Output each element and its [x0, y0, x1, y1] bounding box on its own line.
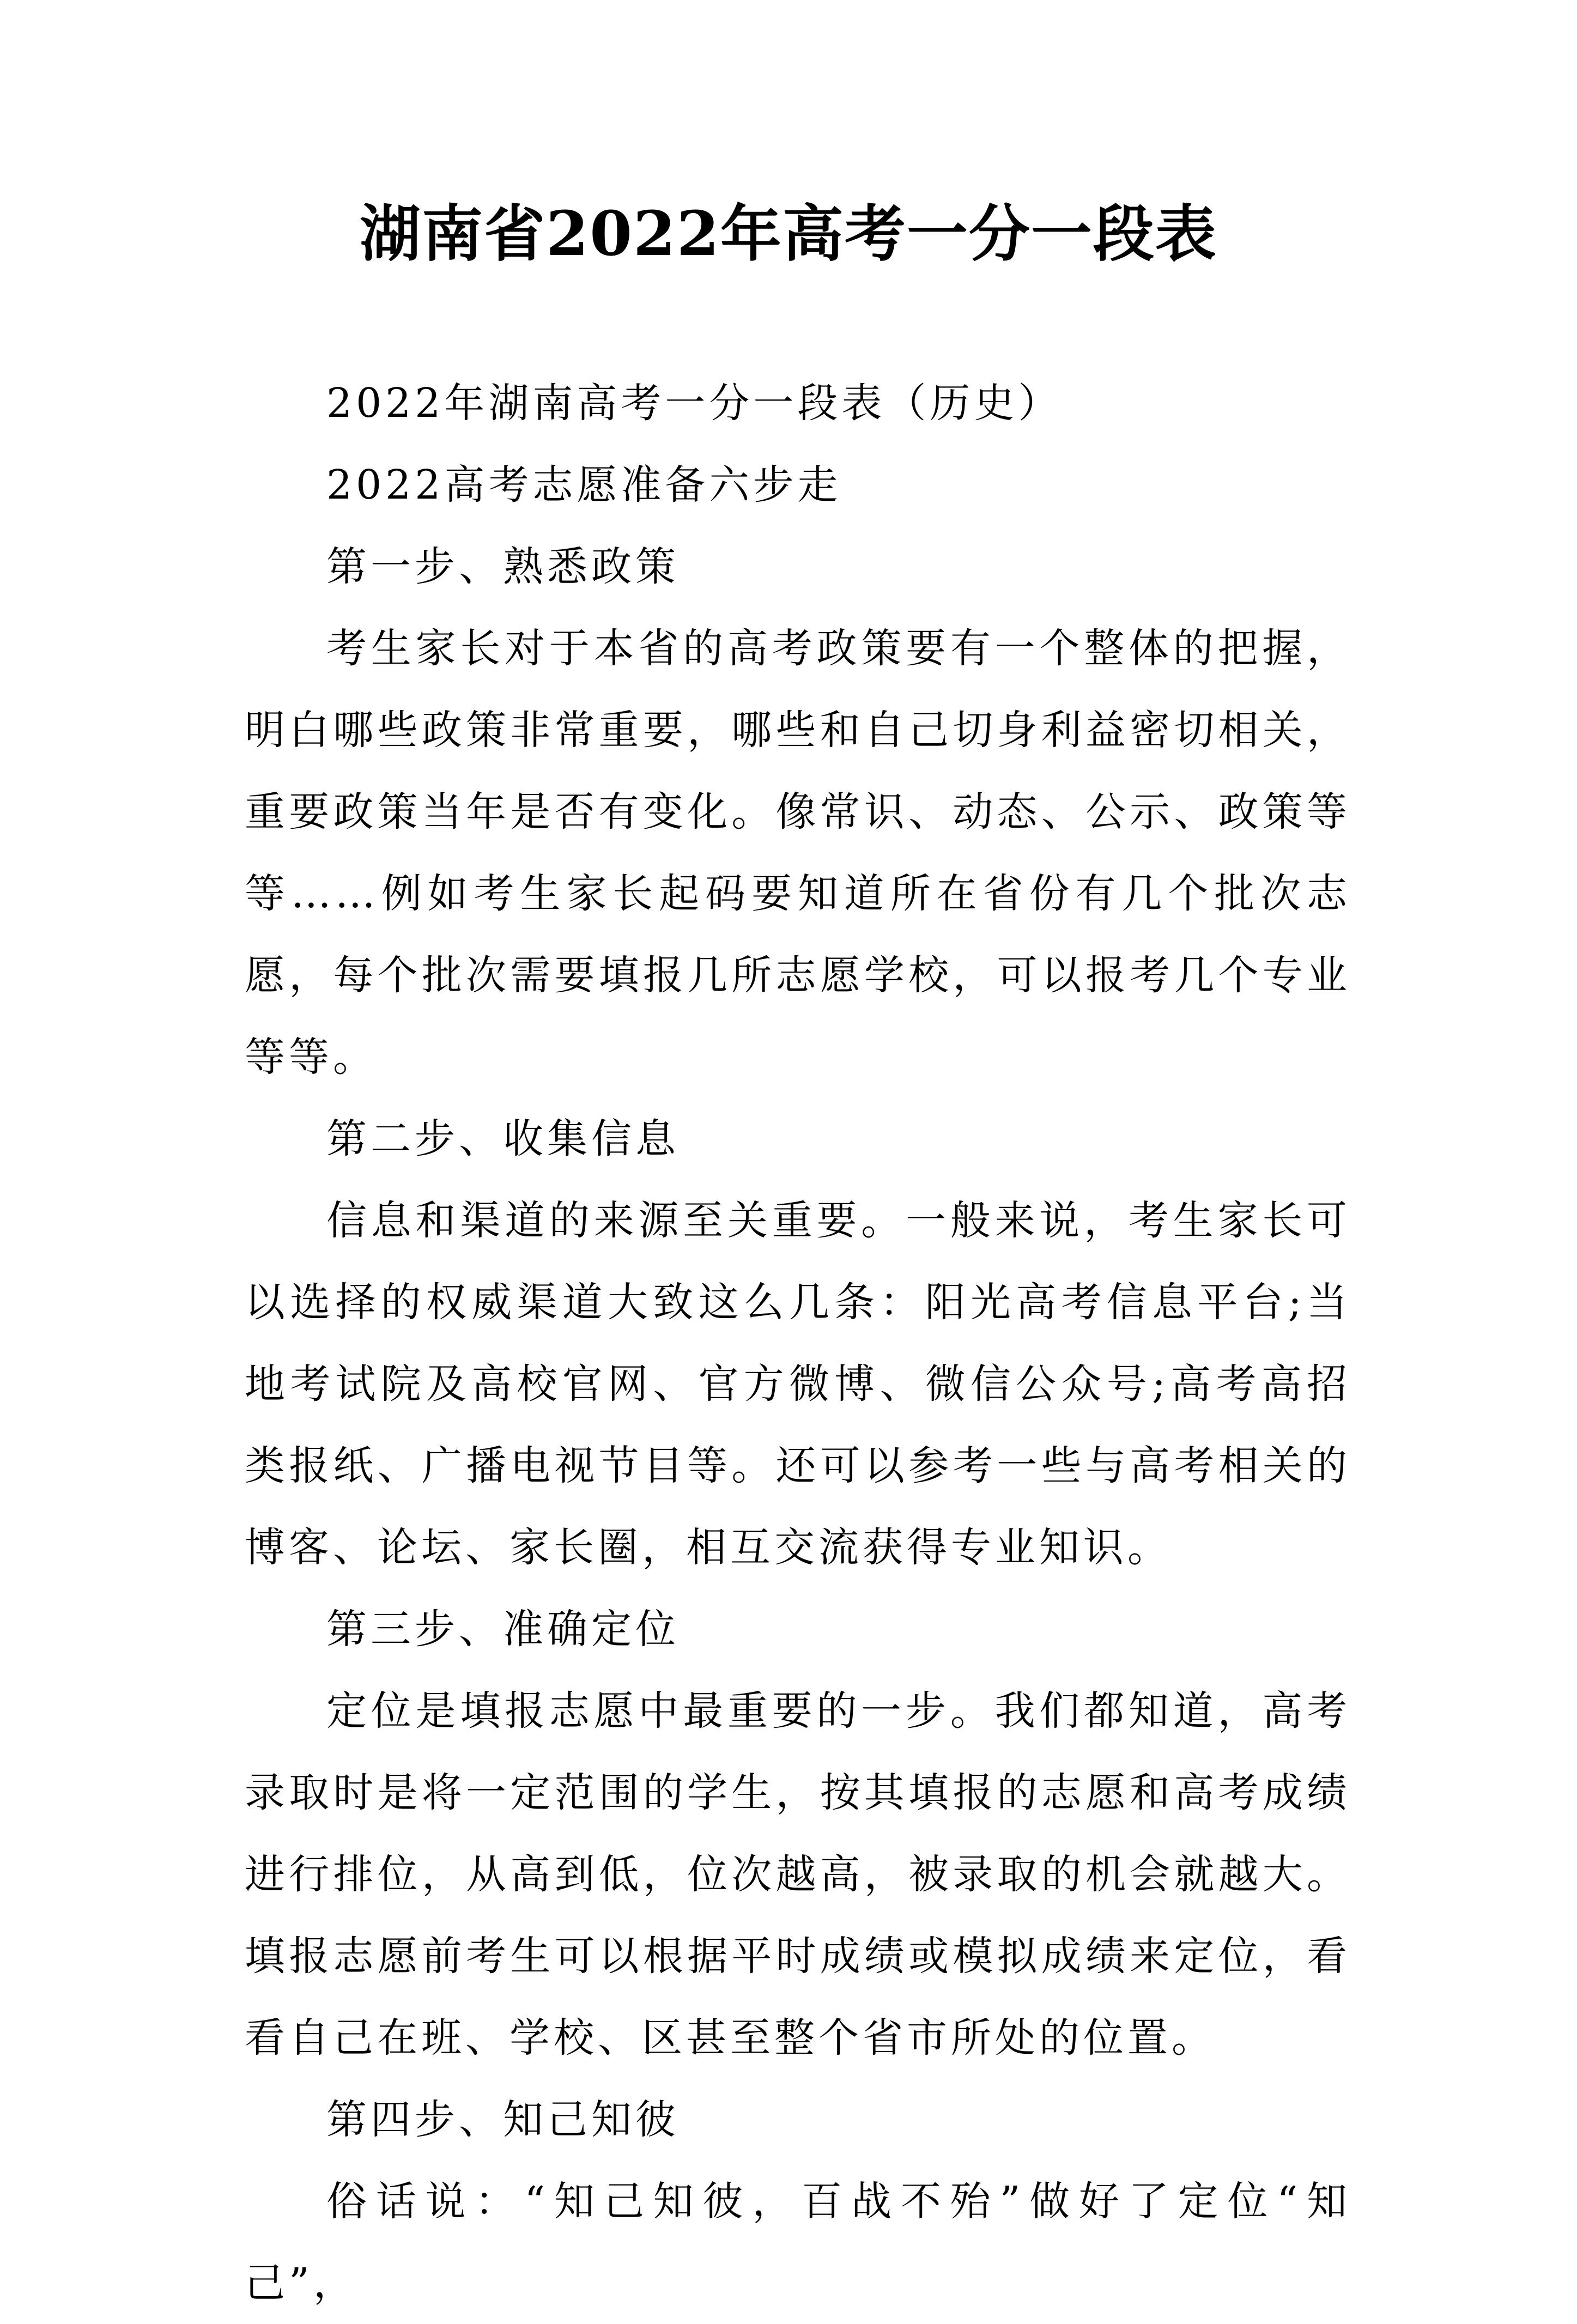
- step2-heading: 第二步、收集信息: [326, 1115, 680, 1162]
- document-body: [245, 362, 1351, 2324]
- subtitle-history: 2022年湖南高考一分一段表（历史）: [326, 380, 1063, 427]
- step4-paragraph: 俗话说：“知己知彼，百战不殆”做好了定位“知己”，: [245, 2178, 1351, 2307]
- step2-paragraph: 信息和渠道的来源至关重要。一般来说，考生家长可以选择的权威渠道大致这么几条：阳光高考信息平台;当地考试院及高校官网、官方微博、微信公众号;高考高招类报纸、广播电视节目等。还可以参考一些与高考相关的博客、论坛、家长圈，相互交流获得专业知识。: [245, 1197, 1351, 1571]
- guide-title: 2022高考志愿准备六步走: [326, 462, 842, 508]
- document-title: 湖南省2022年高考一分一段表: [360, 198, 1217, 270]
- step1-paragraph: 考生家长对于本省的高考政策要有一个整体的把握，明白哪些政策非常重要，哪些和自己切身利益密切相关，重要政策当年是否有变化。像常识、动态、公示、政策等等……例如考生家长起码要知道所在省份有几个批次志愿，每个批次需要填报几所志愿学校，可以报考几个专业等等。: [245, 625, 1351, 1081]
- step3-heading: 第三步、准确定位: [326, 1606, 680, 1653]
- step3-paragraph: 定位是填报志愿中最重要的一步。我们都知道，高考录取时是将一定范围的学生，按其填报的志愿和高考成绩进行排位，从高到低，位次越高，被录取的机会就越大。填报志愿前考生可以根据平时成绩或模拟成绩来定位，看看自己在班、学校、区甚至整个省市所处的位置。: [245, 1688, 1351, 2061]
- step4-heading: 第四步、知己知彼: [326, 2096, 680, 2143]
- step1-heading: 第一步、熟悉政策: [326, 543, 680, 590]
